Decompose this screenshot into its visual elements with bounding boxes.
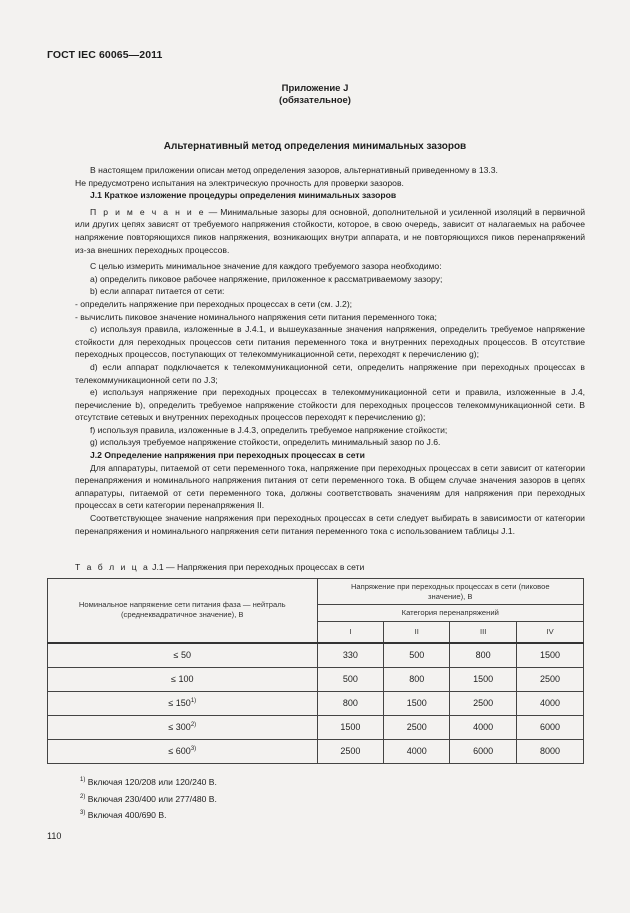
category-header: II bbox=[384, 622, 450, 643]
list-item: а) определить пиковое рабочее напряжение, приложенное к рассматриваемому зазору; bbox=[90, 273, 443, 284]
value-cell: 1500 bbox=[450, 667, 517, 691]
value-cell: 8000 bbox=[517, 739, 584, 763]
column-header-overvoltage-category: Категория перенапряжений bbox=[317, 605, 584, 622]
document-code: ГОСТ IEC 60065—2011 bbox=[47, 49, 163, 61]
category-header: III bbox=[450, 622, 517, 643]
table-caption-text: J.1 — Напряжения при переходных процессах в сети bbox=[149, 562, 365, 572]
table-footnotes bbox=[80, 773, 217, 823]
footnote: $^{3)}$ Включая 400/690 В. bbox=[80, 810, 167, 820]
intro-line-1: В настоящем приложении описан метод определения зазоров, альтернативный приведенному в 13.3. bbox=[90, 165, 498, 175]
body-text bbox=[75, 164, 585, 537]
table-caption-label: Т а б л и ц а bbox=[75, 562, 150, 572]
column-header-transient-voltage: Напряжение при переходных процессах в сети (пиковое значение), В bbox=[317, 579, 584, 605]
voltage-cell: ≤ 50 bbox=[48, 643, 318, 668]
transient-voltage-table bbox=[47, 578, 584, 764]
value-cell: 1500 bbox=[317, 715, 384, 739]
column-header-nominal-voltage: Номинальное напряжение сети питания фаза — нейтраль (среднеквадратичное значение), В bbox=[48, 579, 318, 643]
value-cell: 1500 bbox=[384, 691, 450, 715]
value-cell: 2500 bbox=[384, 715, 450, 739]
list-item: f) используя правила, изложенные в J.4.3, определить требуемое напряжение стойкости; bbox=[90, 424, 448, 435]
section-j2-heading: J.2 Определение напряжения при переходных процессах в сети bbox=[90, 450, 365, 461]
list-item: с) используя правила, изложенные в J.4.1, и вышеуказанные значения напряжения, определить требуемое напряжение стойкости для переходных процессов сети питания переменного тока и внутренних переходных процессов. В отсутствие переходных процессов, поступающих от телекоммуникационной сети, переходят к перечислению g); bbox=[75, 324, 585, 360]
value-cell: 500 bbox=[384, 643, 450, 668]
section-j1-heading: J.1 Краткое изложение процедуры определения минимальных зазоров bbox=[90, 190, 397, 201]
value-cell: 800 bbox=[450, 643, 517, 668]
section-j2-paragraph-2: Соответствующее значение напряжения при переходных процессах в сети следует выбирать в зависимости от категории перенапряжения и номинального напряжения сети питания переменного тока с использованием таблицы J.1. bbox=[75, 513, 585, 536]
list-item: d) если аппарат подключается к телекоммуникационной сети, определить напряжение при переходных процессах в телекоммуникационной сети по J.3; bbox=[75, 361, 585, 385]
value-cell: 800 bbox=[317, 691, 384, 715]
category-header: IV bbox=[517, 622, 584, 643]
page-number: 110 bbox=[47, 831, 62, 841]
value-cell: 4000 bbox=[450, 715, 517, 739]
annex-title: Альтернативный метод определения минимальных зазоров bbox=[163, 141, 467, 152]
list-item: - вычислить пиковое значение номинального напряжения сети питания переменного тока; bbox=[75, 311, 437, 322]
category-header: I bbox=[317, 622, 384, 643]
table-row bbox=[48, 643, 584, 668]
list-item: - определить напряжение при переходных процессах в сети (см. J.2); bbox=[75, 298, 353, 309]
note-text: — Минимальные зазоры для основной, дополнительной и усиленной изоляций в первичной или других цепях зависят от требуемого напряжения стойкости, которое, в свою очередь, зависит от налагаемых на рабочее напряжение повторяющихся пиков напряжения, возникающих внутри аппарата, и не повторяющихся пиков перенапряжений из-за внешних переходных процессов. bbox=[75, 206, 585, 255]
value-cell: 800 bbox=[384, 667, 450, 691]
list-item: g) используя требуемое напряжение стойкости, определить минимальный зазор по J.6. bbox=[90, 437, 441, 448]
value-cell: 1500 bbox=[517, 643, 584, 668]
section-j2-paragraph-1: Для аппаратуры, питаемой от сети переменного тока, напряжение при переходных процессах в сети зависит от категории перенапряжения и номинального напряжения питания от сети переменного тока. В общем случае значения зазоров в цепях аппаратуры, питаемой от сети переменного тока, должны соответствовать значениям для напряжения при переходных процессах в сети категории перенапряжения II. bbox=[75, 462, 585, 511]
table-row bbox=[48, 739, 584, 763]
table-row bbox=[48, 715, 584, 739]
value-cell: 500 bbox=[317, 667, 384, 691]
note-paragraph bbox=[75, 206, 585, 256]
note-label: П р и м е ч а н и е bbox=[90, 206, 206, 217]
table-row bbox=[48, 691, 584, 715]
footnote: $^{2)}$ Включая 230/400 или 277/480 В. bbox=[80, 793, 217, 804]
voltage-cell: ≤ $300^{2)}$ bbox=[48, 715, 318, 739]
value-cell: 2500 bbox=[450, 691, 517, 715]
value-cell: 2500 bbox=[517, 667, 584, 691]
annex-name: Приложение J bbox=[281, 83, 349, 94]
list-item: е) используя напряжение при переходных процессах в телекоммуникационной сети и правила, изложенные в J.4, перечисление b), определить требуемое напряжение стойкости для переходных процессов телекоммуникационной сети. В отсутствие сетевых и внутренних переходных процессов переходят к перечислению g); bbox=[75, 387, 585, 423]
voltage-cell: ≤ 100 bbox=[48, 667, 318, 691]
intro-line-2: Не предусмотрено испытания на электрическую прочность для проверки зазоров. bbox=[75, 177, 404, 188]
value-cell: 4000 bbox=[517, 691, 584, 715]
list-item: b) если аппарат питается от сети: bbox=[90, 286, 225, 297]
value-cell: 2500 bbox=[317, 739, 384, 763]
footnote: $^{1)}$ Включая 120/208 или 120/240 В. bbox=[80, 777, 217, 787]
value-cell: 4000 bbox=[384, 739, 450, 763]
voltage-cell: ≤ $150^{1)}$ bbox=[48, 691, 318, 715]
table-caption bbox=[75, 562, 364, 572]
value-cell: 6000 bbox=[517, 715, 584, 739]
annex-status: (обязательное) bbox=[279, 95, 351, 106]
table-row bbox=[48, 667, 584, 691]
value-cell: 330 bbox=[317, 643, 384, 668]
value-cell: 6000 bbox=[450, 739, 517, 763]
voltage-cell: ≤ $600^{3)}$ bbox=[48, 739, 318, 763]
list-item: С целью измерить минимальное значение для каждого требуемого зазора необходимо: bbox=[90, 261, 442, 272]
